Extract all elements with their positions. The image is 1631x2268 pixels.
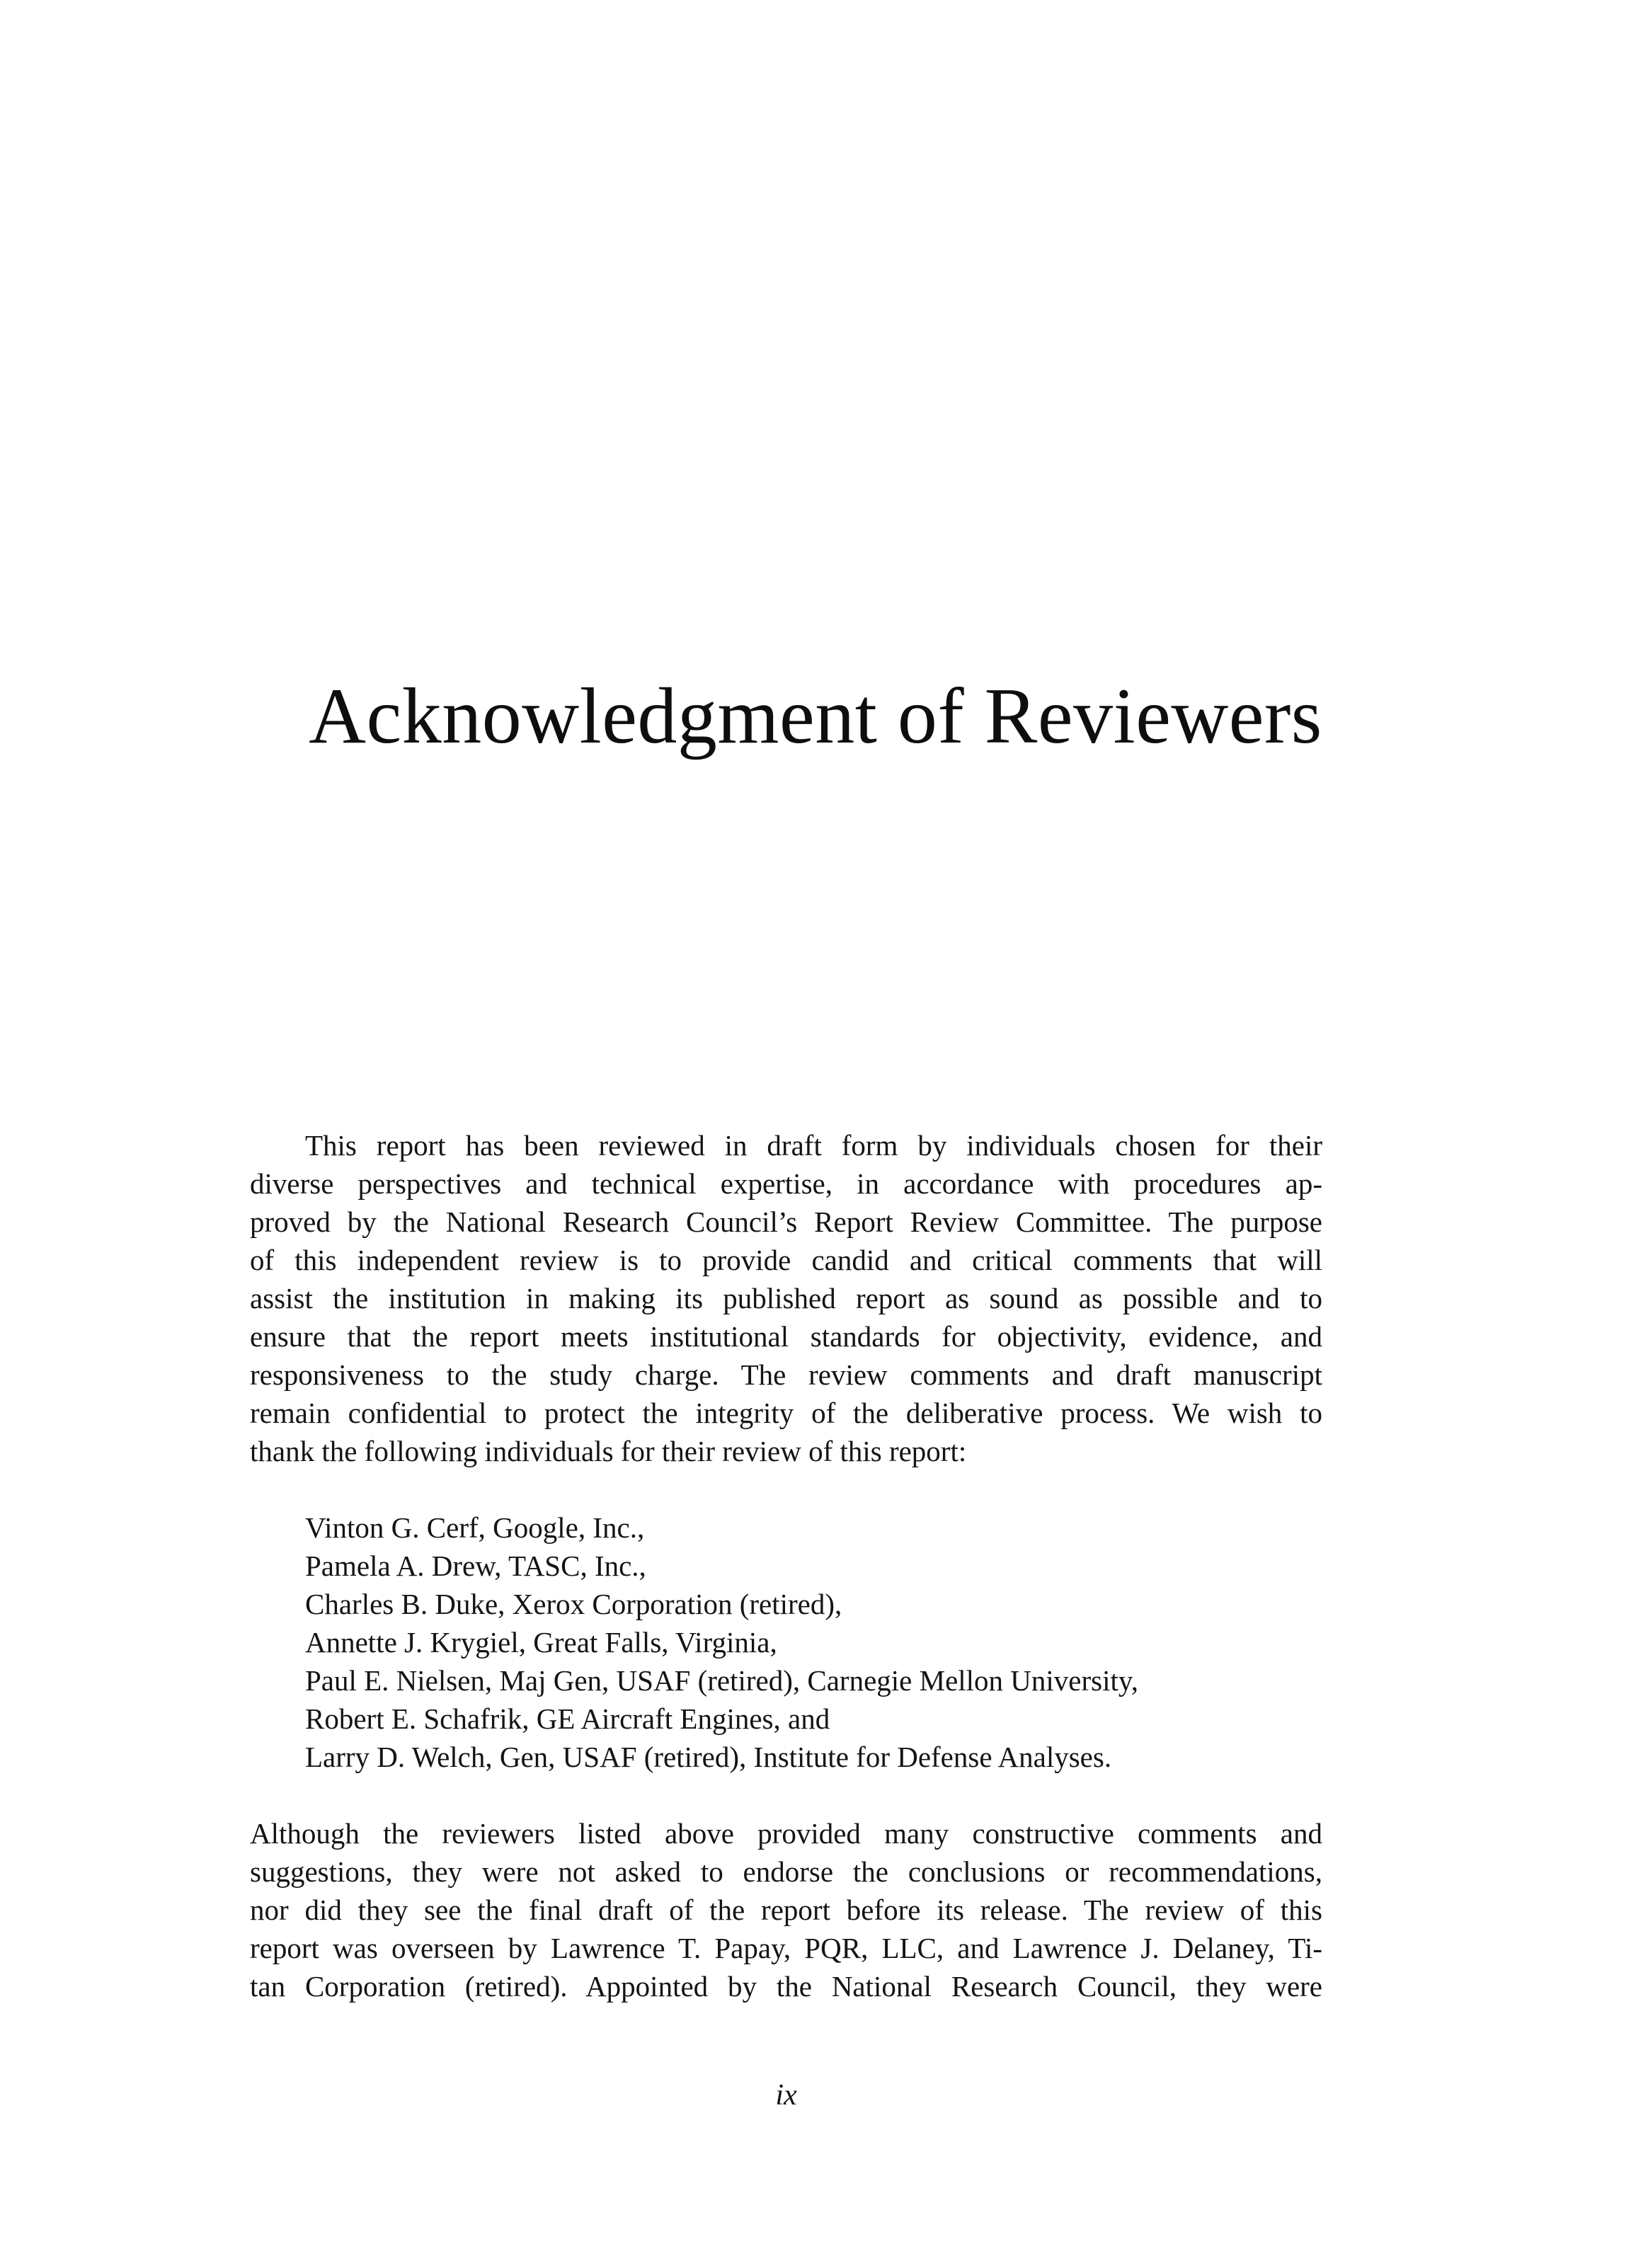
text-line: suggestions, they were not asked to endorse the conclusions or recommendations, xyxy=(250,1855,1322,1888)
text-line: Although the reviewers listed above provided many constructive comments and xyxy=(250,1817,1322,1850)
reviewer-item: Charles B. Duke, Xerox Corporation (retired), xyxy=(305,1588,842,1620)
reviewer-item: Annette J. Krygiel, Great Falls, Virginia, xyxy=(305,1626,777,1659)
reviewer-item: Paul E. Nielsen, Maj Gen, USAF (retired), Carnegie Mellon University, xyxy=(305,1664,1138,1697)
text-line: remain confidential to protect the integrity of the deliberative process. We wish to xyxy=(250,1397,1322,1429)
page-title: Acknowledgment of Reviewers xyxy=(309,672,1322,760)
reviewer-list xyxy=(250,1508,1322,1776)
text-line: thank the following individuals for their review of this report: xyxy=(250,1435,967,1467)
text-line: responsiveness to the study charge. The review comments and draft manuscript xyxy=(250,1358,1322,1391)
intro-paragraph xyxy=(250,1126,1322,1470)
text-line: of this independent review is to provide candid and critical comments that will xyxy=(250,1244,1322,1276)
reviewer-item: Robert E. Schafrik, GE Aircraft Engines, and xyxy=(305,1702,830,1735)
reviewer-item: Larry D. Welch, Gen, USAF (retired), Institute for Defense Analyses. xyxy=(305,1741,1112,1773)
text-line: proved by the National Research Council’s Report Review Committee. The purpose xyxy=(250,1205,1322,1238)
text-line: tan Corporation (retired). Appointed by the National Research Council, they were xyxy=(250,1970,1322,2003)
text-line: ensure that the report meets institutional standards for objectivity, evidence, and xyxy=(250,1320,1322,1353)
text-line: This report has been reviewed in draft form by individuals chosen for their xyxy=(305,1129,1322,1162)
page-number: ix xyxy=(775,2079,797,2112)
reviewer-item: Vinton G. Cerf, Google, Inc., xyxy=(305,1511,645,1544)
text-line: assist the institution in making its published report as sound as possible and to xyxy=(250,1282,1322,1315)
text-block xyxy=(250,1126,1322,2005)
reviewer-item: Pamela A. Drew, TASC, Inc., xyxy=(305,1550,646,1582)
disclaimer-paragraph xyxy=(250,1814,1322,2005)
text-line: report was overseen by Lawrence T. Papay, PQR, LLC, and Lawrence J. Delaney, Ti- xyxy=(250,1932,1322,1964)
text-line: nor did they see the final draft of the report before its release. The review of this xyxy=(250,1894,1322,1926)
text-line: diverse perspectives and technical expertise, in accordance with procedures ap- xyxy=(250,1167,1322,1200)
